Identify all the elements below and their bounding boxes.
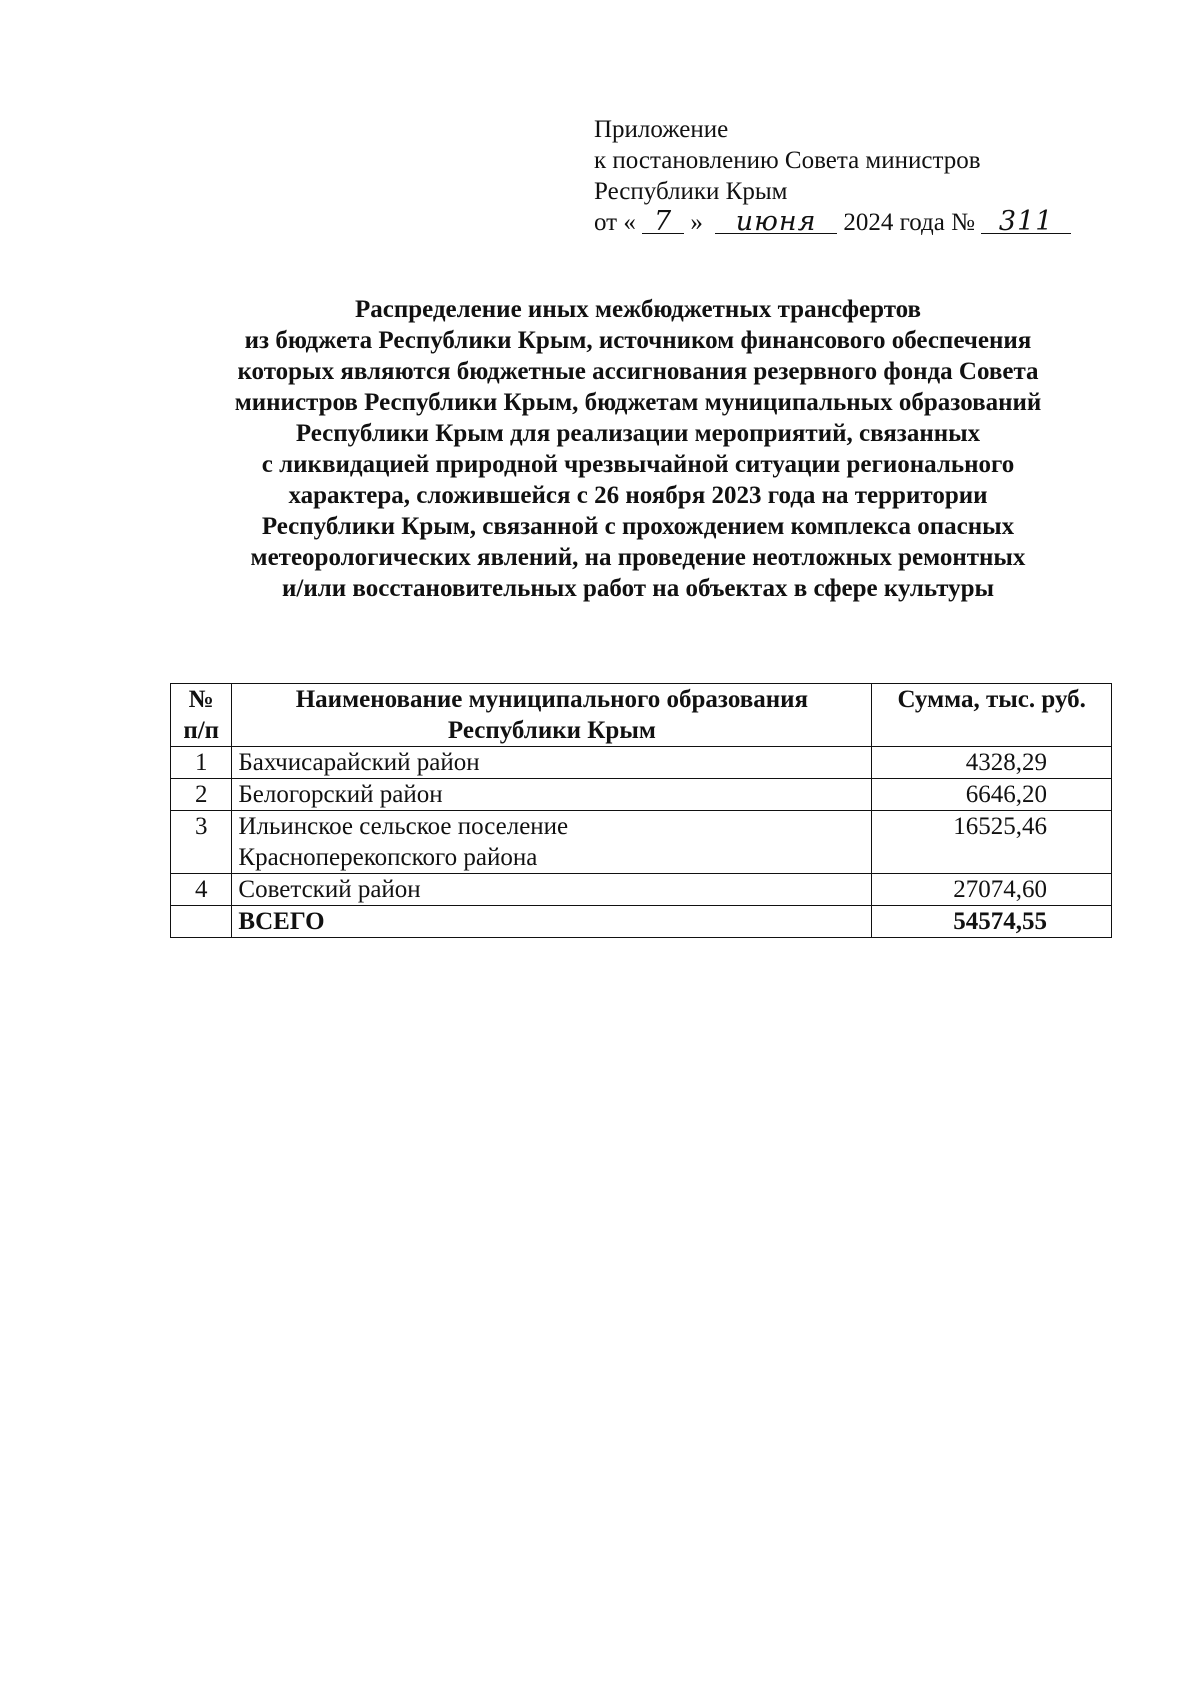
title-line: министров Республики Крым, бюджетам муниципальных образований [234,389,1042,416]
title-line: Республики Крым для реализации мероприятий, связанных [295,420,981,447]
date-year-text: 2024 года № [843,209,975,236]
title-line: из бюджета Республики Крым, источником финансового обеспечения [244,327,1032,354]
table-row [171,779,1112,811]
row-sum: 27074,60 [872,874,1112,906]
row-number: 3 [171,811,232,874]
date-mid: » [690,209,703,236]
title-line: которых являются бюджетные ассигнования резервного фонда Совета [237,358,1039,385]
row-number: 2 [171,779,232,811]
decree-number-handwritten: 311 [998,206,1054,237]
header-number [171,684,232,747]
header-municipality-line-2: Республики Крым [447,717,656,744]
date-month-field [715,206,837,237]
header-sum: Сумма, тыс. руб. [872,684,1112,747]
decree-number-field [981,206,1071,237]
header-number-line-1: № [188,686,214,713]
table-header-row [171,684,1112,747]
row-municipality [232,811,872,874]
row-municipality: Белогорский район [232,779,872,811]
date-month-handwritten: июня [735,206,817,237]
row-sum: 16525,46 [872,811,1112,874]
row-municipality-line-1: Ильинское сельское поселение [238,813,569,840]
table-row [171,874,1112,906]
annex-line-2: к постановлению Совета министров [594,147,981,174]
total-number-empty [171,906,232,938]
date-day-handwritten: 7 [654,206,673,237]
total-row [171,906,1112,938]
annex-line-3: Республики Крым [594,178,788,205]
row-sum: 4328,29 [872,747,1112,779]
annex-line-1: Приложение [594,116,729,143]
title-line: Распределение иных межбюджетных трансфертов [354,296,922,323]
row-number: 1 [171,747,232,779]
document-title [150,294,1126,604]
row-number: 4 [171,874,232,906]
title-line: с ликвидацией природной чрезвычайной ситуации регионального [261,451,1015,478]
title-line: и/или восстановительных работ на объектах в сфере культуры [282,575,994,602]
table-row [171,811,1112,874]
row-municipality-line-2: Красноперекопского района [238,844,538,871]
distribution-table [170,683,1112,938]
date-prefix: от « [594,209,636,236]
annex-date-line [594,207,1114,238]
title-line: характера, сложившейся с 26 ноября 2023 года на территории [288,482,988,509]
row-municipality: Бахчисарайский район [232,747,872,779]
header-municipality [232,684,872,747]
title-line: метеорологических явлений, на проведение неотложных ремонтных [250,544,1026,571]
row-sum: 6646,20 [872,779,1112,811]
total-sum: 54574,55 [872,906,1112,938]
annex-header [594,114,1114,238]
title-line: Республики Крым, связанной с прохождением комплекса опасных [261,513,1015,540]
table-row [171,747,1112,779]
row-municipality: Советский район [232,874,872,906]
total-label: ВСЕГО [232,906,872,938]
header-municipality-line-1: Наименование муниципального образования [295,686,809,713]
header-number-line-2: п/п [183,717,220,744]
date-day-field [642,206,684,237]
